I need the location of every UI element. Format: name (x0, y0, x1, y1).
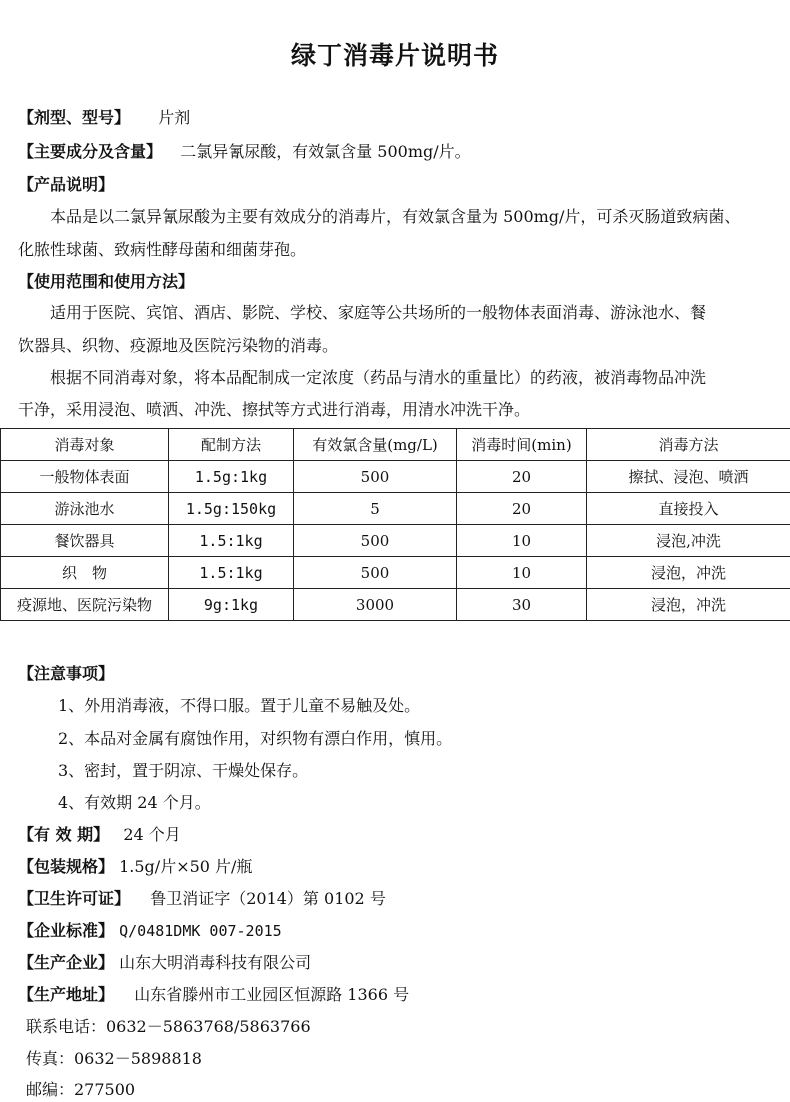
cell-chlorine: 500 (294, 461, 457, 493)
usage-p1-line-2: 饮器具、织物、疫源地及医院污染物的消毒。 (18, 336, 339, 355)
postcode-text: 邮编：277500 (26, 1080, 136, 1099)
description-line-2: 化脓性球菌、致病性酵母菌和细菌芽孢。 (18, 240, 307, 259)
ingredients-value: 二氯异氰尿酸，有效氯含量 500mg/片。 (180, 142, 471, 161)
table-row (1, 493, 790, 525)
table-row (1, 557, 790, 589)
address-value: 山东省滕州市工业园区恒源路 1366 号 (134, 985, 410, 1004)
description-line-1: 本品是以二氯异氰尿酸为主要有效成分的消毒片，有效氯含量为 500mg/片，可杀灭肠道致病菌、 (50, 207, 741, 226)
table-row (1, 589, 790, 621)
manufacturer-value: 山东大明消毒科技有限公司 (119, 953, 312, 972)
precaution-item: 2、本品对金属有腐蚀作用，对织物有漂白作用，慎用。 (58, 729, 453, 748)
cell-preparation: 1.5:1kg (169, 525, 294, 557)
ingredients-line (18, 142, 471, 162)
manufacturer-label: 【生产企业】 (18, 953, 115, 972)
standard-value: Q/0481DMK 007-2015 (119, 922, 282, 940)
table-row (1, 525, 790, 557)
cell-chlorine: 500 (294, 557, 457, 589)
cell-target: 游泳池水 (1, 493, 169, 525)
cell-time: 10 (457, 557, 587, 589)
header-time: 消毒时间(min) (457, 429, 587, 461)
table-header-row (1, 429, 790, 461)
cell-chlorine: 500 (294, 525, 457, 557)
cell-chlorine: 5 (294, 493, 457, 525)
cell-target: 疫源地、医院污染物 (1, 589, 169, 621)
cell-method: 浸泡，冲洗 (587, 589, 790, 621)
license-value: 鲁卫消证字（2014）第 0102 号 (150, 889, 386, 908)
header-preparation: 配制方法 (169, 429, 294, 461)
validity-label: 【有 效 期】 (18, 825, 110, 844)
dosage-form-value: 片剂 (158, 108, 191, 127)
cell-target: 一般物体表面 (1, 461, 169, 493)
phone-text: 联系电话：0632－5863768/5863766 (26, 1017, 311, 1036)
usage-p2-line-2: 干净，采用浸泡、喷洒、冲洗、擦拭等方式进行消毒，用清水冲洗干净。 (18, 400, 531, 419)
cell-preparation: 1.5:1kg (169, 557, 294, 589)
cell-preparation: 1.5g:150kg (169, 493, 294, 525)
cell-method: 擦拭、浸泡、喷洒 (587, 461, 790, 493)
cell-preparation: 1.5g:1kg (169, 461, 294, 493)
manufacturer-line (18, 953, 311, 973)
cell-preparation: 9g:1kg (169, 589, 294, 621)
fax-text: 传真：0632－5898818 (26, 1049, 202, 1068)
cell-method: 浸泡,冲洗 (587, 525, 790, 557)
cell-method: 直接投入 (587, 493, 790, 525)
cell-chlorine: 3000 (294, 589, 457, 621)
packaging-label: 【包装规格】 (18, 857, 115, 876)
dosage-form-line (18, 108, 190, 128)
standard-label: 【企业标准】 (18, 921, 115, 940)
standard-line (18, 921, 282, 941)
cell-time: 30 (457, 589, 587, 621)
address-line (18, 985, 409, 1005)
document-title: 绿丁消毒片说明书 (290, 41, 499, 70)
usage-p1-line-1: 适用于医院、宾馆、酒店、影院、学校、家庭等公共场所的一般物体表面消毒、游泳池水、餐 (50, 303, 707, 322)
dosage-form-label: 【剂型、型号】 (18, 108, 131, 127)
ingredients-label: 【主要成分及含量】 (18, 142, 163, 161)
license-line (18, 889, 386, 909)
address-label: 【生产地址】 (18, 985, 115, 1004)
cell-target: 餐饮器具 (1, 525, 169, 557)
cell-time: 10 (457, 525, 587, 557)
cell-target: 织 物 (1, 557, 169, 589)
precaution-item: 3、密封，置于阴凉、干燥处保存。 (58, 761, 309, 780)
precaution-item: 1、外用消毒液，不得口服。置于儿童不易触及处。 (58, 696, 421, 715)
packaging-value: 1.5g/片×50 片/瓶 (119, 857, 253, 876)
cell-time: 20 (457, 493, 587, 525)
packaging-line (18, 857, 252, 877)
validity-line (18, 825, 181, 845)
precautions-label: 【注意事项】 (18, 664, 115, 683)
table-row (1, 461, 790, 493)
cell-method: 浸泡，冲洗 (587, 557, 790, 589)
description-label: 【产品说明】 (18, 175, 115, 194)
usage-p2-line-1: 根据不同消毒对象，将本品配制成一定浓度（药品与清水的重量比）的药液，被消毒物品冲洗 (50, 368, 707, 387)
usage-label: 【使用范围和使用方法】 (18, 272, 195, 291)
header-method: 消毒方法 (587, 429, 790, 461)
header-target: 消毒对象 (1, 429, 169, 461)
precaution-item: 4、有效期 24 个月。 (58, 793, 211, 812)
license-label: 【卫生许可证】 (18, 889, 131, 908)
cell-time: 20 (457, 461, 587, 493)
header-chlorine: 有效氯含量(mg/L) (294, 429, 457, 461)
disinfection-table (0, 428, 790, 621)
validity-value: 24 个月 (123, 825, 181, 844)
